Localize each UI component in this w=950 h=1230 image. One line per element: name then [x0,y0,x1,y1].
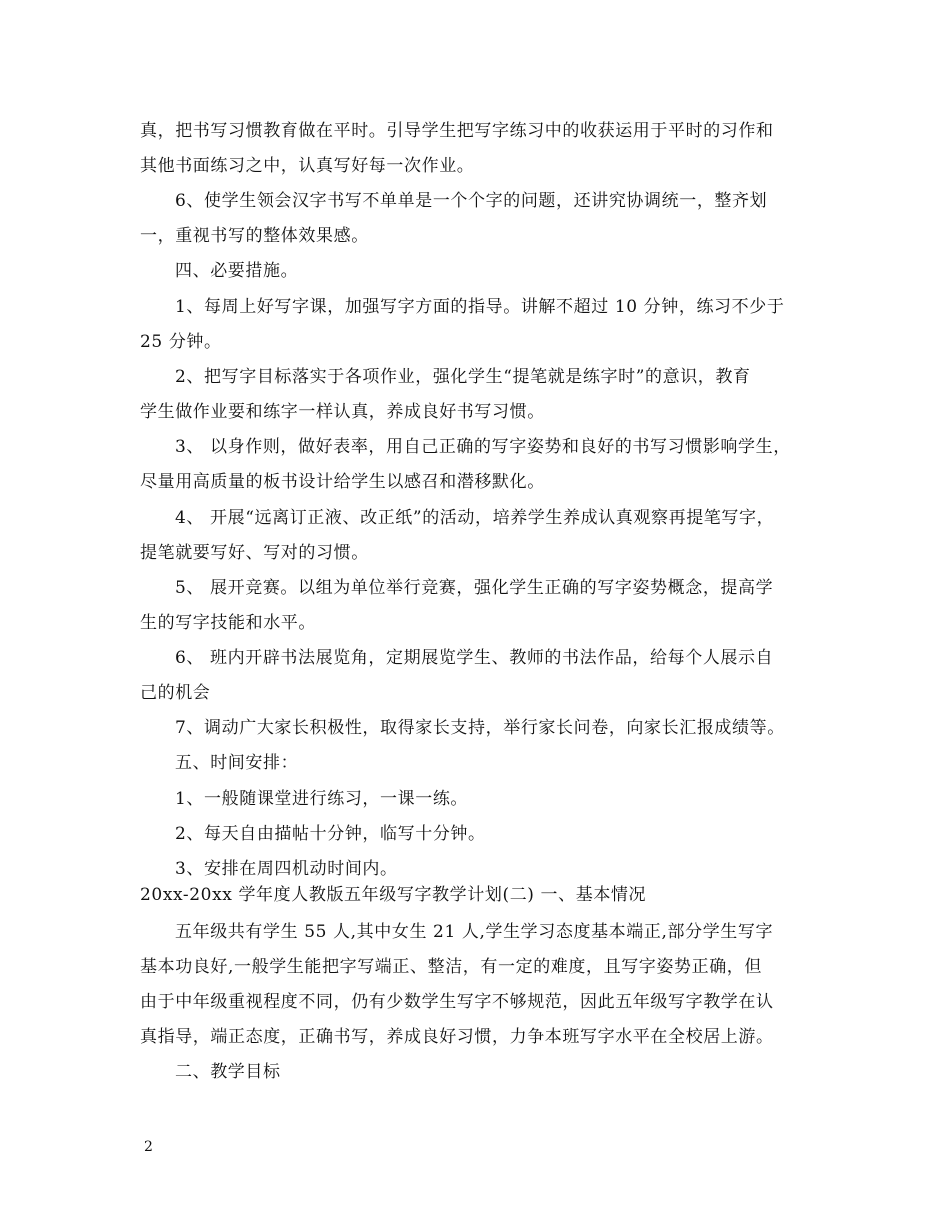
section-heading: 五、时间安排： [175,753,299,773]
text-line: 生的写字技能和水平。 [140,613,316,633]
text-line: 3、安排在周四机动时间内。 [175,859,398,879]
text-line: 25 分钟。 [140,332,222,352]
text-line: 五年级共有学生 55 人,其中女生 21 人,学生学习态度基本端正,部分学生写字 [175,922,774,942]
text-line: 3、 以身作则，做好表率，用自己正确的写字姿势和良好的书写习惯影响学生， [175,437,791,457]
text-line: 7、调动广大家长积极性，取得家长支持，举行家长问卷，向家长汇报成绩等。 [175,718,785,738]
page-number: 2 [144,1139,153,1155]
text-line: 真，把书写习惯教育做在平时。引导学生把写字练习中的收获运用于平时的习作和 [140,121,774,141]
text-line: 1、每周上好写字课，加强写字方面的指导。讲解不超过 10 分钟，练习不少于 [175,297,785,317]
text-line: 6、 班内开辟书法展览角，定期展览学生、教师的书法作品，给每个人展示自 [175,648,774,668]
section-heading: 四、必要措施。 [175,261,299,281]
text-line: 5、 展开竞赛。以组为单位举行竞赛，强化学生正确的写字姿势概念，提高学 [175,578,774,598]
text-line: 4、 开展“远离订正液、改正纸”的活动，培养学生养成认真观察再提笔写字， [175,508,775,528]
text-line: 一，重视书写的整体效果感。 [140,226,369,246]
text-line: 真指导，端正态度，正确书写，养成良好习惯，力争本班写字水平在全校居上游。 [140,1027,774,1047]
document-title-line: 20xx-20xx 学年度人教版五年级写字教学计划(二) 一、基本情况 [140,885,647,905]
text-line: 其他书面练习之中，认真写好每一次作业。 [140,156,475,176]
text-line: 提笔就要写好、写对的习惯。 [140,543,369,563]
text-line: 1、一般随课堂进行练习，一课一练。 [175,789,469,809]
text-line: 2、每天自由描帖十分钟，临写十分钟。 [175,824,486,844]
text-line: 基本功良好,一般学生能把字写端正、整洁，有一定的难度，且写字姿势正确，但 [140,957,763,977]
text-line: 学生做作业要和练字一样认真，养成良好书写习惯。 [140,402,545,422]
text-line: 由于中年级重视程度不同，仍有少数学生写字不够规范，因此五年级写字教学在认 [140,992,774,1012]
text-line: 6、使学生领会汉字书写不单单是一个个字的问题，还讲究协调统一，整齐划 [175,191,768,211]
text-line: 己的机会 [140,683,211,703]
section-heading: 二、教学目标 [175,1062,281,1082]
text-line: 2、把写字目标落实于各项作业，强化学生“提笔就是练字时”的意识，教育 [175,367,751,387]
text-line: 尽量用高质量的板书设计给学生以感召和潜移默化。 [140,472,545,492]
